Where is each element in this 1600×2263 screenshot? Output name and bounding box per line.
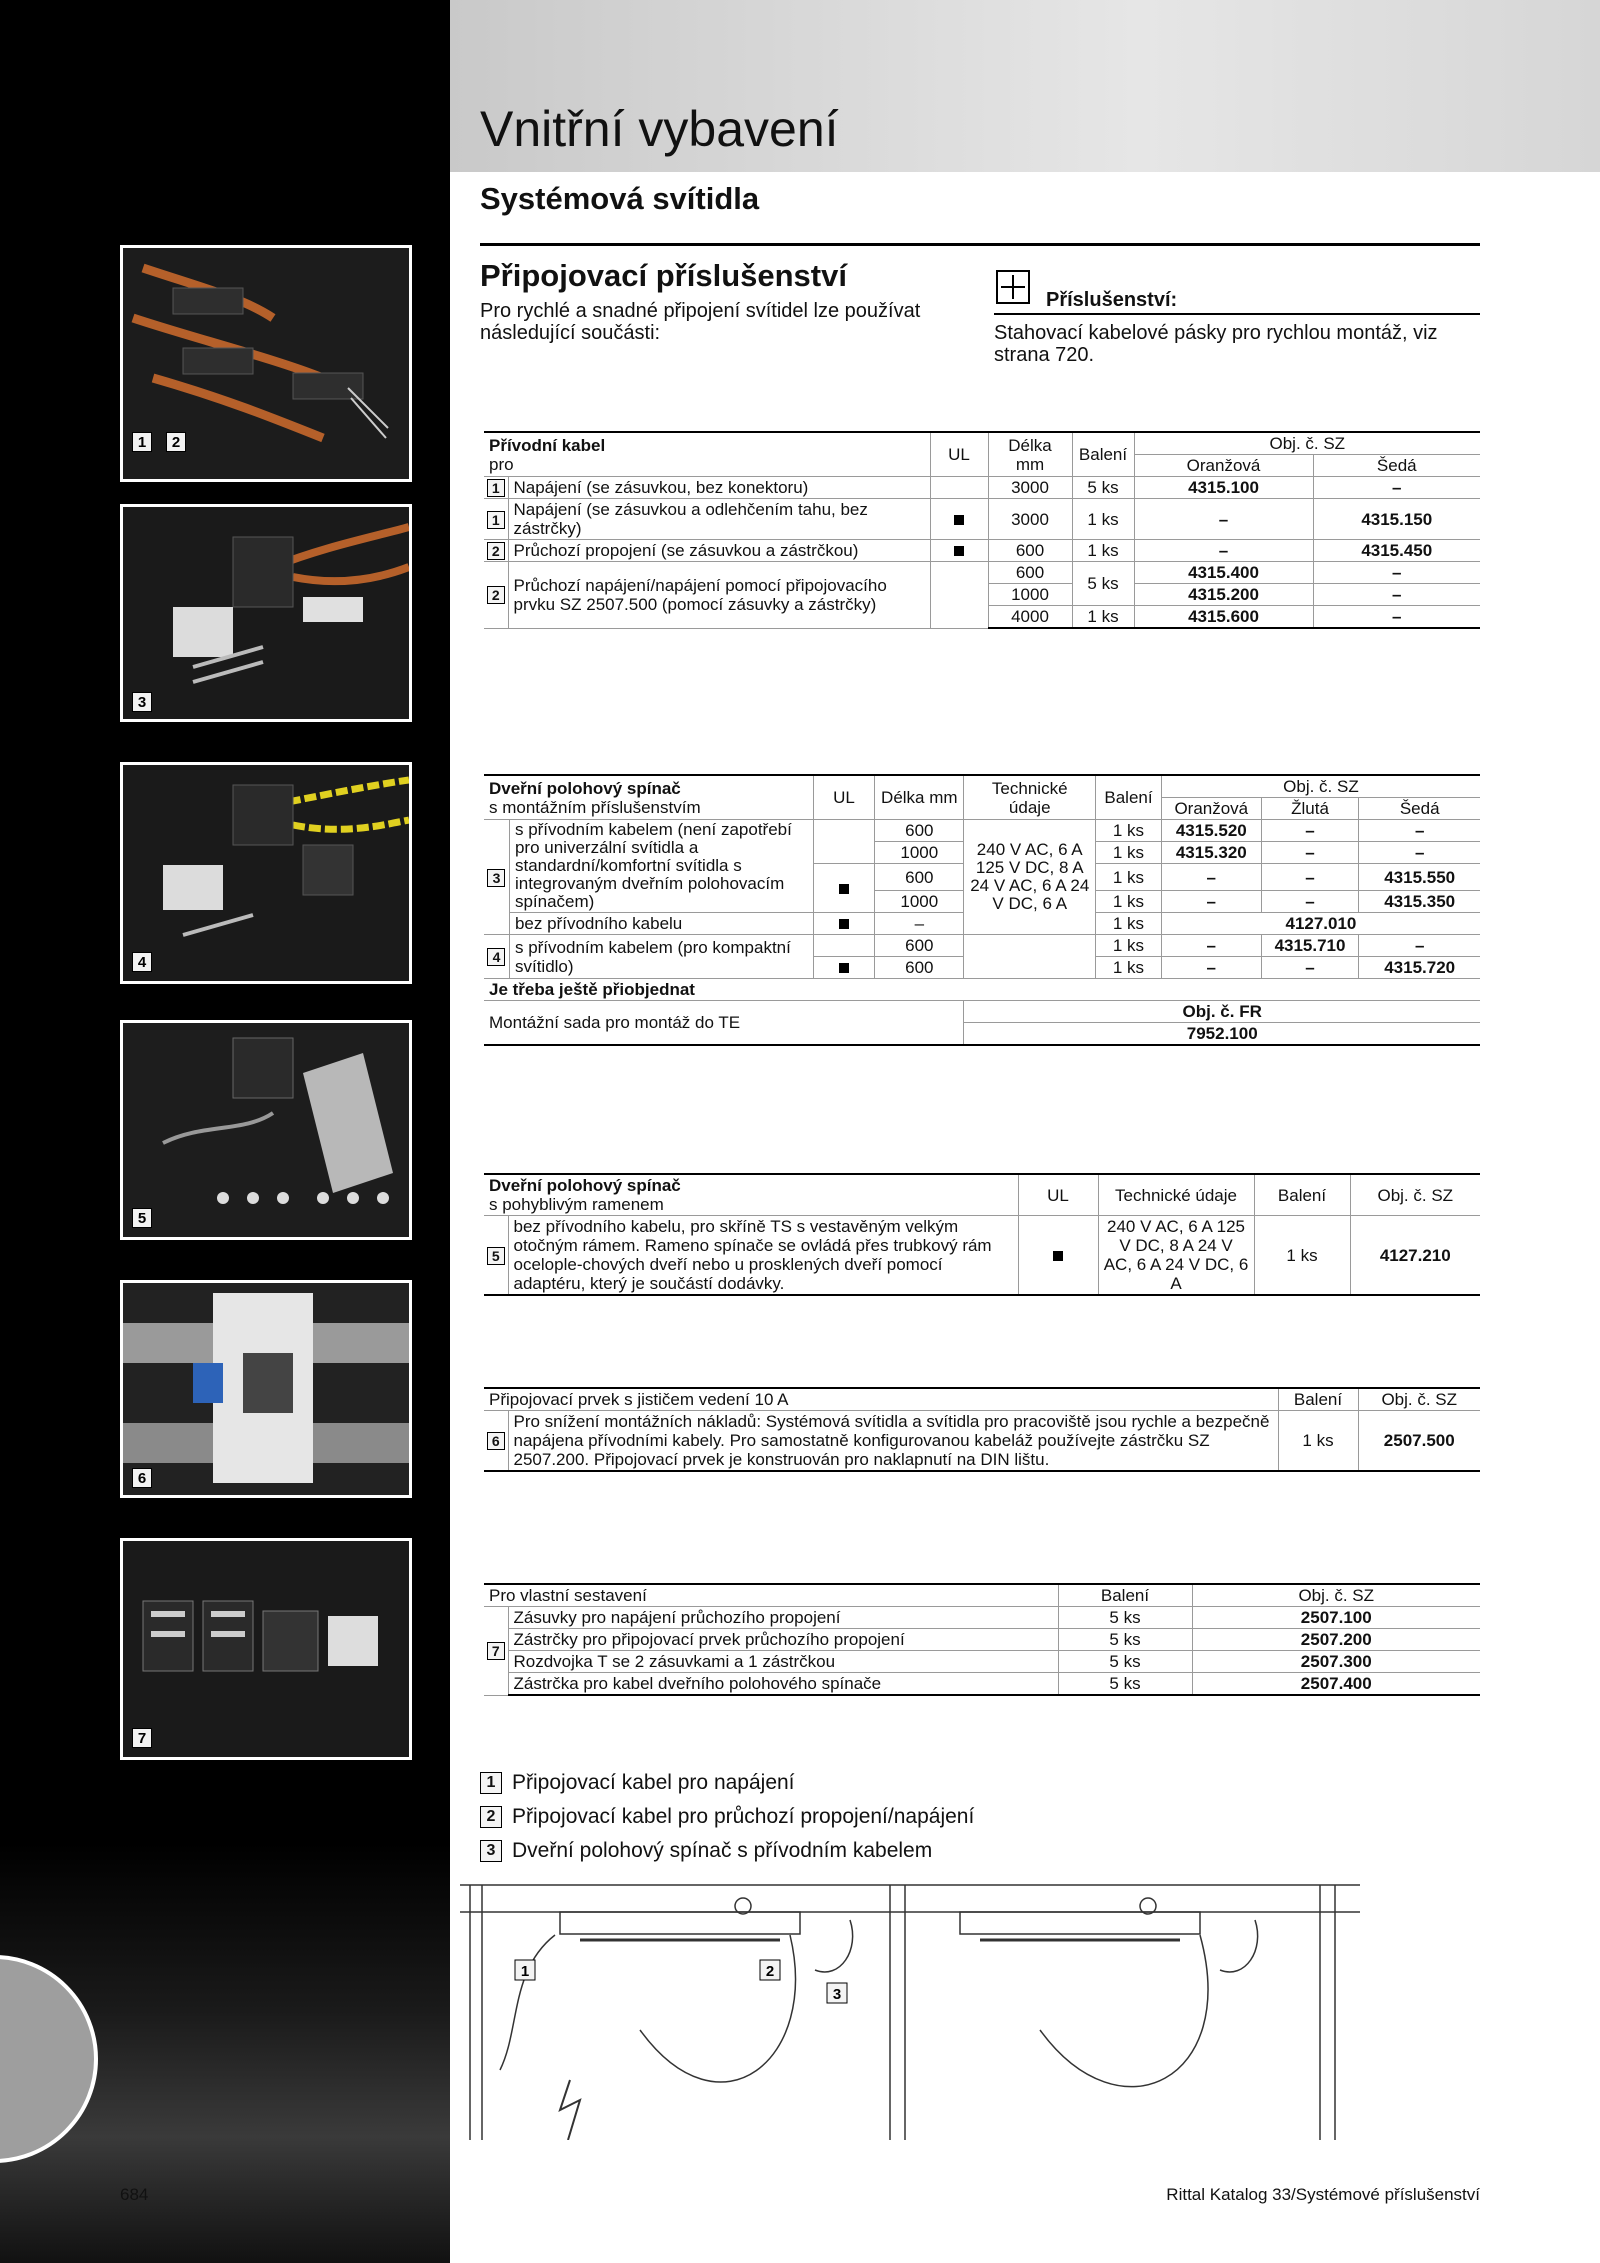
- cell-desc: bez přívodního kabelu: [509, 913, 813, 935]
- cell-pack: 1 ks: [1096, 957, 1162, 979]
- cell-desc: Napájení (se zásuvkou, bez konektoru): [508, 477, 930, 499]
- accessories-text: Stahovací kabelové pásky pro rychlou montáž, viz strana 720.: [994, 322, 1438, 366]
- cell-length: –: [875, 913, 964, 935]
- cell-length: 600: [875, 957, 964, 979]
- table2-header-yellow: Žlutá: [1261, 798, 1359, 820]
- cell-length: 600: [988, 540, 1072, 562]
- product-photo-door-switch-b: [120, 1020, 412, 1240]
- cell-length: 4000: [988, 606, 1072, 629]
- cell-pack: 5 ks: [1058, 1629, 1192, 1651]
- cell-pack: 1 ks: [1096, 864, 1162, 891]
- cell-length: 1000: [875, 842, 964, 864]
- photo-tag-1: 1: [132, 432, 152, 452]
- cell-length: 600: [988, 562, 1072, 584]
- cell-tech: 240 V AC, 6 A 125 V DC, 8 A 24 V AC, 6 A 24 V DC, 6 A: [964, 820, 1096, 935]
- cell-order-yellow: –: [1261, 891, 1359, 913]
- item-number: 1: [487, 511, 505, 529]
- cell-pack: 1 ks: [1096, 891, 1162, 913]
- cell-ul: [1018, 1216, 1098, 1296]
- table-row: [484, 1001, 1480, 1023]
- cell-ul: [930, 477, 988, 499]
- table3-header-ul: UL: [1018, 1174, 1098, 1216]
- table-row: [484, 1607, 1480, 1629]
- cell-desc: Rozdvojka T se 2 zásuvkami a 1 zástrčkou: [508, 1651, 1058, 1673]
- photo-tag-2: 2: [166, 432, 186, 452]
- table2-header-tech: Technické údaje: [964, 775, 1096, 820]
- cell-extra-order-label: Obj. č. FR: [964, 1001, 1480, 1023]
- cell-pack: 1 ks: [1096, 820, 1162, 842]
- cell-tech: 240 V AC, 6 A 125 V DC, 8 A 24 V AC, 6 A 24 V DC, 6 A: [1098, 1216, 1254, 1296]
- cell-desc: Průchozí napájení/napájení pomocí připojovacího prvku SZ 2507.500 (pomocí zásuvky a zástrčky): [508, 562, 930, 629]
- table4-header-pack: Balení: [1278, 1388, 1358, 1411]
- product-photo-cables: [120, 245, 412, 482]
- table-row: [484, 1216, 1480, 1296]
- cell-desc: Pro snížení montážních nákladů: Systémová svítidla a svítidla pro pracoviště jsou rychle a bezpečně napájena přívodními kabely. Pro samostatně konfigurovanou kabeláž používejte zástrčku SZ 2507.200. Připojovací prvek je konstruován pro naklapnutí na DIN lištu.: [508, 1411, 1278, 1472]
- cell-extra-desc: Montážní sada pro montáž do TE: [484, 1001, 964, 1046]
- ul-mark-icon: [839, 884, 849, 894]
- ul-mark-icon: [839, 919, 849, 929]
- table2-header-pack: Balení: [1096, 775, 1162, 820]
- table-row: [484, 1411, 1480, 1472]
- cell-ul: [930, 540, 988, 562]
- table-door-switch-arm: [484, 1173, 1480, 1296]
- table-door-switch: [484, 774, 1480, 1046]
- table-row: [484, 477, 1480, 499]
- item-number: 2: [487, 586, 505, 604]
- legend: [480, 1766, 974, 1868]
- cell-order-grey: 4315.350: [1359, 891, 1480, 913]
- table-row: [484, 820, 1480, 842]
- cell-pack: 1 ks: [1072, 540, 1134, 562]
- item-number: 1: [487, 479, 505, 497]
- cell-pack: 1 ks: [1254, 1216, 1350, 1296]
- cell-ul: [813, 864, 875, 913]
- cell-order-grey: –: [1313, 477, 1480, 499]
- cell-ul: [813, 820, 875, 864]
- cell-order-orange: –: [1161, 935, 1261, 957]
- title-rule: [480, 243, 1480, 246]
- table-row: [484, 540, 1480, 562]
- cell-desc: bez přívodního kabelu, pro skříně TS s vestavěným velkým otočným rámem. Rameno spínače se ovládá přes trubkový rám ocelople-chových dveří nebo u prosklených dveří pomocí adaptéru, který je součástí dodávky.: [508, 1216, 1018, 1296]
- table2-header-ul: UL: [813, 775, 875, 820]
- legend-number: 3: [480, 1840, 502, 1862]
- cell-length: 600: [875, 935, 964, 957]
- cell-length: 1000: [875, 891, 964, 913]
- cell-order-yellow: –: [1261, 864, 1359, 891]
- table4-header-order: Obj. č. SZ: [1358, 1388, 1480, 1411]
- table-row: [484, 1629, 1480, 1651]
- table-row: [484, 562, 1480, 584]
- cell-order-grey: –: [1359, 842, 1480, 864]
- cell-pack: 5 ks: [1058, 1673, 1192, 1696]
- photo-tag-3: 3: [132, 692, 152, 712]
- table3-header-pack: Balení: [1254, 1174, 1350, 1216]
- cell-order-yellow: 4315.710: [1261, 935, 1359, 957]
- cell-length: 1000: [988, 584, 1072, 606]
- diagram-tag-3: 3: [832, 1986, 842, 2003]
- page-title: Vnitřní vybavení: [480, 101, 839, 157]
- item-number: 2: [487, 542, 505, 560]
- cell-desc: Průchozí propojení (se zásuvkou a zástrčkou): [508, 540, 930, 562]
- cell-order-orange: –: [1161, 957, 1261, 979]
- table1-header-ul: UL: [930, 432, 988, 477]
- cell-desc: s přívodním kabelem (pro kompaktní svítidlo): [509, 935, 813, 979]
- product-photo-door-switch-a: [120, 762, 412, 984]
- cell-order-orange: –: [1161, 891, 1261, 913]
- table4-header-product: Připojovací prvek s jističem vedení 10 A: [484, 1388, 1278, 1411]
- page-number: 684: [120, 2185, 149, 2204]
- table5-header-order: Obj. č. SZ: [1192, 1584, 1480, 1607]
- cell-order: 2507.100: [1192, 1607, 1480, 1629]
- cell-ul: [930, 499, 988, 540]
- cell-order-orange: 4315.400: [1134, 562, 1313, 584]
- table-row: [484, 935, 1480, 957]
- cell-order-grey: –: [1359, 935, 1480, 957]
- cell-order-yellow: –: [1261, 842, 1359, 864]
- cell-order-merged: 4127.010: [1161, 913, 1480, 935]
- installation-diagram: [460, 1880, 1360, 2145]
- legend-item: [480, 1834, 974, 1868]
- cell-length: 3000: [988, 477, 1072, 499]
- table5-header-product: Pro vlastní sestavení: [484, 1584, 1058, 1607]
- table-custom-assembly: [484, 1583, 1480, 1696]
- table1-header-grey: Šedá: [1313, 455, 1480, 477]
- diagram-tag-1: 1: [520, 1963, 530, 1980]
- cell-pack: 5 ks: [1072, 562, 1134, 606]
- cell-order-grey: –: [1359, 820, 1480, 842]
- cell-order-grey: –: [1313, 562, 1480, 584]
- ul-mark-icon: [954, 515, 964, 525]
- cell-desc: s přívodním kabelem (není zapotřebí pro univerzální svítidla a standardní/komfortní svítidla s integrovaným dveřním polohovacím spínačem): [509, 820, 813, 913]
- cell-length: 600: [875, 864, 964, 891]
- photo-tag-4: 4: [132, 952, 152, 972]
- catalog-footer: Rittal Katalog 33/Systémové příslušenství: [1166, 2185, 1480, 2204]
- table1-header-order: Obj. č. SZ: [1134, 432, 1480, 455]
- product-photo-din-module: [120, 1280, 412, 1498]
- cell-desc: Zástrčky pro připojovací prvek průchozího propojení: [508, 1629, 1058, 1651]
- cell-ul: [813, 913, 875, 935]
- cell-length: 3000: [988, 499, 1072, 540]
- legend-item: [480, 1800, 974, 1834]
- table3-header-tech: Technické údaje: [1098, 1174, 1254, 1216]
- item-number: 6: [487, 1432, 505, 1450]
- table-row: [484, 1651, 1480, 1673]
- table3-header-order: Obj. č. SZ: [1350, 1174, 1480, 1216]
- diagram-tag-2: 2: [765, 1963, 775, 1980]
- cell-order-orange: 4315.520: [1161, 820, 1261, 842]
- cell-order-grey: 4315.450: [1313, 540, 1480, 562]
- ul-mark-icon: [954, 546, 964, 556]
- cell-tech-empty: [964, 935, 1096, 979]
- item-number: 4: [487, 948, 505, 966]
- legend-text: Připojovací kabel pro napájení: [512, 1771, 795, 1794]
- cell-pack: 5 ks: [1058, 1607, 1192, 1629]
- table1-header-pack: Balení: [1072, 432, 1134, 477]
- photo-tag-5: 5: [132, 1208, 152, 1228]
- table3-header-product: Dveřní polohový spínač s pohyblivým ramenem: [484, 1174, 1018, 1216]
- cell-extra-heading: Je třeba ještě přiobjednat: [484, 979, 1480, 1001]
- table-supply-cable: [484, 431, 1480, 629]
- accessory-plus-icon: [996, 270, 1030, 304]
- cell-pack: 1 ks: [1278, 1411, 1358, 1472]
- legend-text: Připojovací kabel pro průchozí propojení/napájení: [512, 1805, 975, 1828]
- table-row: [484, 979, 1480, 1001]
- accessories-rule: [994, 313, 1480, 315]
- accessories-label: Příslušenství:: [1046, 289, 1178, 311]
- cell-order-orange: –: [1161, 864, 1261, 891]
- cell-order: 2507.500: [1358, 1411, 1480, 1472]
- legend-text: Dveřní polohový spínač s přívodním kabelem: [512, 1839, 933, 1862]
- table2-header-product: Dveřní polohový spínač s montážním příslušenstvím: [484, 775, 813, 820]
- table-row: [484, 1673, 1480, 1696]
- photo-tag-7: 7: [132, 1728, 152, 1748]
- cell-pack: 1 ks: [1072, 499, 1134, 540]
- cell-ul: [813, 935, 875, 957]
- legend-number: 1: [480, 1772, 502, 1794]
- product-photo-connectors: [120, 1538, 412, 1760]
- cell-ul: [930, 562, 988, 629]
- cell-order-grey: 4315.550: [1359, 864, 1480, 891]
- cell-pack: 1 ks: [1072, 606, 1134, 629]
- cell-extra-order: 7952.100: [964, 1023, 1480, 1046]
- table1-header-orange: Oranžová: [1134, 455, 1313, 477]
- cell-order-grey: 4315.150: [1313, 499, 1480, 540]
- item-number: 3: [487, 869, 505, 887]
- cell-ul: [813, 957, 875, 979]
- cell-pack: 1 ks: [1096, 842, 1162, 864]
- cell-order: 2507.300: [1192, 1651, 1480, 1673]
- table2-header-order: Obj. č. SZ: [1161, 775, 1480, 798]
- table1-header-product: Přívodní kabel pro: [484, 432, 930, 477]
- table2-header-length: Délka mm: [875, 775, 964, 820]
- cell-order-grey: 4315.720: [1359, 957, 1480, 979]
- cell-desc: Zásuvky pro napájení průchozího propojení: [508, 1607, 1058, 1629]
- cell-length: 600: [875, 820, 964, 842]
- table1-header-length: Délka mm: [988, 432, 1072, 477]
- product-photo-plug: [120, 504, 412, 722]
- item-number: 5: [487, 1247, 505, 1265]
- cell-order: 2507.200: [1192, 1629, 1480, 1651]
- cell-pack: 5 ks: [1058, 1651, 1192, 1673]
- cell-order-orange: 4315.600: [1134, 606, 1313, 629]
- cell-pack: 5 ks: [1072, 477, 1134, 499]
- table2-header-orange: Oranžová: [1161, 798, 1261, 820]
- cell-desc: Zástrčka pro kabel dveřního polohového spínače: [508, 1673, 1058, 1696]
- item-number: 7: [487, 1642, 505, 1660]
- cell-pack: 1 ks: [1096, 935, 1162, 957]
- table2-header-grey: Šedá: [1359, 798, 1480, 820]
- cell-order-orange: 4315.200: [1134, 584, 1313, 606]
- cell-order-orange: –: [1134, 499, 1313, 540]
- table-row: [484, 499, 1480, 540]
- cell-order-orange: 4315.320: [1161, 842, 1261, 864]
- table-connection-element: [484, 1387, 1480, 1472]
- cell-pack: 1 ks: [1096, 913, 1162, 935]
- legend-item: [480, 1766, 974, 1800]
- cell-order-orange: 4315.100: [1134, 477, 1313, 499]
- cell-order-grey: –: [1313, 584, 1480, 606]
- photo-tag-6: 6: [132, 1468, 152, 1488]
- page-subtitle: Systémová svítidla: [480, 181, 760, 216]
- cell-desc: Napájení (se zásuvkou a odlehčením tahu, bez zástrčky): [508, 499, 930, 540]
- legend-number: 2: [480, 1806, 502, 1828]
- cell-order-yellow: –: [1261, 820, 1359, 842]
- cell-order: 4127.210: [1350, 1216, 1480, 1296]
- ul-mark-icon: [839, 963, 849, 973]
- cell-order: 2507.400: [1192, 1673, 1480, 1696]
- section-intro: Pro rychlé a snadné připojení svítidel lze používat následující součásti:: [480, 300, 921, 344]
- cell-order-yellow: –: [1261, 957, 1359, 979]
- cell-order-orange: –: [1134, 540, 1313, 562]
- table5-header-pack: Balení: [1058, 1584, 1192, 1607]
- ul-mark-icon: [1053, 1251, 1063, 1261]
- section-heading: Připojovací příslušenství: [480, 258, 847, 293]
- cell-order-grey: –: [1313, 606, 1480, 629]
